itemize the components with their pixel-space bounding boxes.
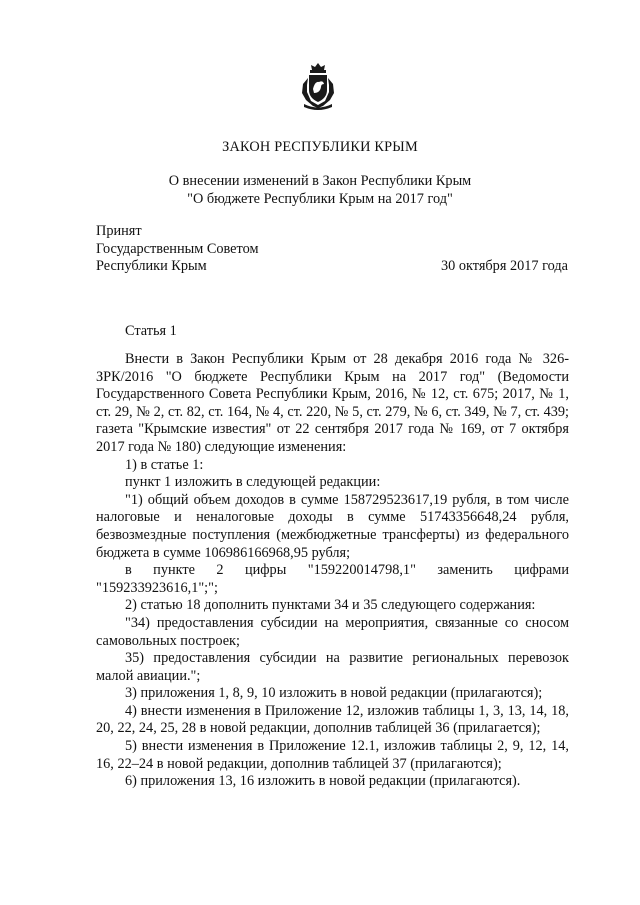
adoption-block	[96, 223, 259, 276]
document-title: ЗАКОН РЕСПУБЛИКИ КРЫМ	[222, 139, 418, 155]
paragraph: "1) общий объем доходов в сумме 158729523617,19 рубля, в том числе налоговые и неналоговые доходы в сумме 51743356648,24 рубля, безвозмездные поступления (межбюджетные трансферты) из федерального бюджета в сумме 106986166968,95 рубля;	[96, 491, 569, 561]
document-subtitle	[0, 173, 640, 208]
article-body	[96, 351, 569, 791]
paragraph: "34) предоставления субсидии на мероприятия, связанные со сносом самовольных построек;	[96, 614, 569, 649]
paragraph: в пункте 2 цифры "159220014798,1" заменить цифрами "159233923616,1";";	[96, 562, 569, 596]
paragraph: 5) внести изменения в Приложение 12.1, изложив таблицы 2, 9, 12, 14, 16, 22–24 в новой редакции, дополнив таблицей 37 (прилагаются);	[96, 738, 569, 772]
paragraph: 2) статью 18 дополнить пунктами 34 и 35 следующего содержания:	[125, 597, 536, 614]
paragraph: 3) приложения 1, 8, 9, 10 изложить в новой редакции (прилагаются);	[125, 685, 543, 702]
crimea-coat-of-arms-icon	[298, 62, 338, 112]
paragraph: пункт 1 изложить в следующей редакции:	[125, 474, 381, 491]
article-heading: Статья 1	[125, 323, 177, 339]
adoption-line: Республики Крым	[96, 258, 207, 275]
adoption-line: Принят	[96, 223, 142, 239]
paragraph: 1) в статье 1:	[125, 456, 204, 473]
paragraph: 35) предоставления субсидии на развитие региональных перевозок малой авиации.";	[96, 650, 569, 684]
paragraph: Внести в Закон Республики Крым от 28 декабря 2016 года № 326-ЗРК/2016 "О бюджете Республики Крым на 2017 год" (Ведомости Государственного Совета Республики Крым, 2016, № 12, ст. 675; 2017, № 1, ст. 29, № 2, ст. 82, ст. 164, № 4, ст. 220, № 5, ст. 279, № 6, ст. 349, № 7, ст. 439; газета "Крымские известия" от 22 сентября 2017 года № 169, от 7 октября 2017 года № 180) следующие изменения:	[96, 351, 569, 455]
adoption-date: 30 октября 2017 года	[441, 258, 569, 274]
subtitle-line: О внесении изменений в Закон Республики Крым	[168, 173, 472, 189]
paragraph: 6) приложения 13, 16 изложить в новой редакции (прилагаются).	[125, 773, 521, 790]
adoption-line: Государственным Советом	[96, 240, 259, 257]
paragraph: 4) внести изменения в Приложение 12, изложив таблицы 1, 3, 13, 14, 18, 20, 22, 24, 25, 28 в новой редакции, дополнив таблицей 36 (прилагается);	[96, 702, 569, 737]
subtitle-line: "О бюджете Республики Крым на 2017 год"	[187, 190, 453, 207]
